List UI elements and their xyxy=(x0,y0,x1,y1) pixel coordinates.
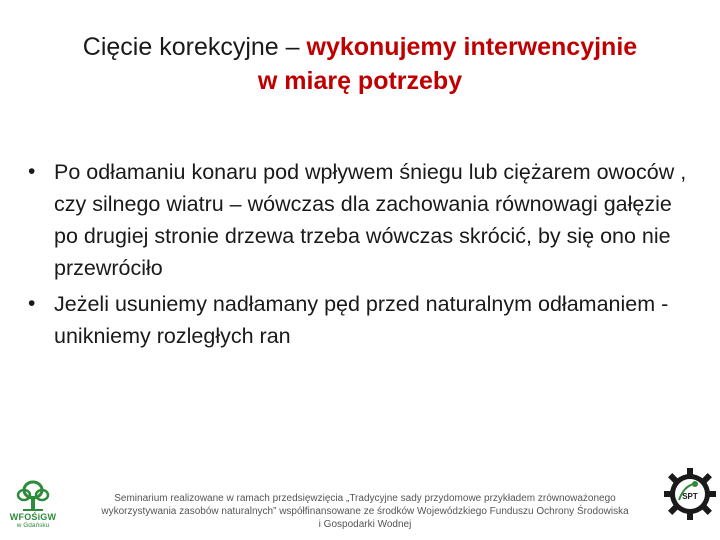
wfosigw-logo xyxy=(2,480,64,530)
footer-line: wykorzystywania zasobów naturalnych” współfinansowane ze środków Wojewódzkiego Funduszu Ochrony Środowiska xyxy=(101,506,629,517)
bullet-item xyxy=(26,288,696,352)
logo-name: WFOŚiGW xyxy=(9,512,57,522)
title-accent-line1: wykonujemy interwencyjnie xyxy=(306,33,638,61)
footer-note xyxy=(72,492,658,531)
bullet-marker: • xyxy=(28,292,36,315)
slide-title xyxy=(20,30,700,98)
logo-subtitle: w Gdańsku xyxy=(16,522,50,529)
title-plain: Cięcie korekcyjne – xyxy=(82,33,307,61)
bullet-list xyxy=(26,156,696,356)
footer-line: i Gospodarki Wodnej xyxy=(318,519,412,530)
title-accent-line2: w miarę potrzeby xyxy=(257,67,463,95)
footer-line: Seminarium realizowane w ramach przedsięwzięcia „Tradycyjne sady przydomowe przykładem zrównoważonego xyxy=(114,493,616,504)
gear-emblem-icon xyxy=(662,466,718,522)
bullet-marker: • xyxy=(28,160,36,183)
emblem-text: SPT xyxy=(682,492,698,501)
tree-logo-icon xyxy=(14,480,52,512)
bullet-text: Po odłamaniu konaru pod wpływem śniegu lub ciężarem owoców , czy silnego wiatru – wówczas dla zachowania równowagi gałęzie po drugiej stronie drzewa trzeba wówczas skrócić, by się ono nie przewróciło xyxy=(54,160,687,280)
bullet-item xyxy=(26,156,696,284)
emblem-logo xyxy=(662,466,718,522)
bullet-text: Jeżeli usuniemy nadłamany pęd przed naturalnym odłamaniem - unikniemy rozległych ran xyxy=(54,292,669,348)
